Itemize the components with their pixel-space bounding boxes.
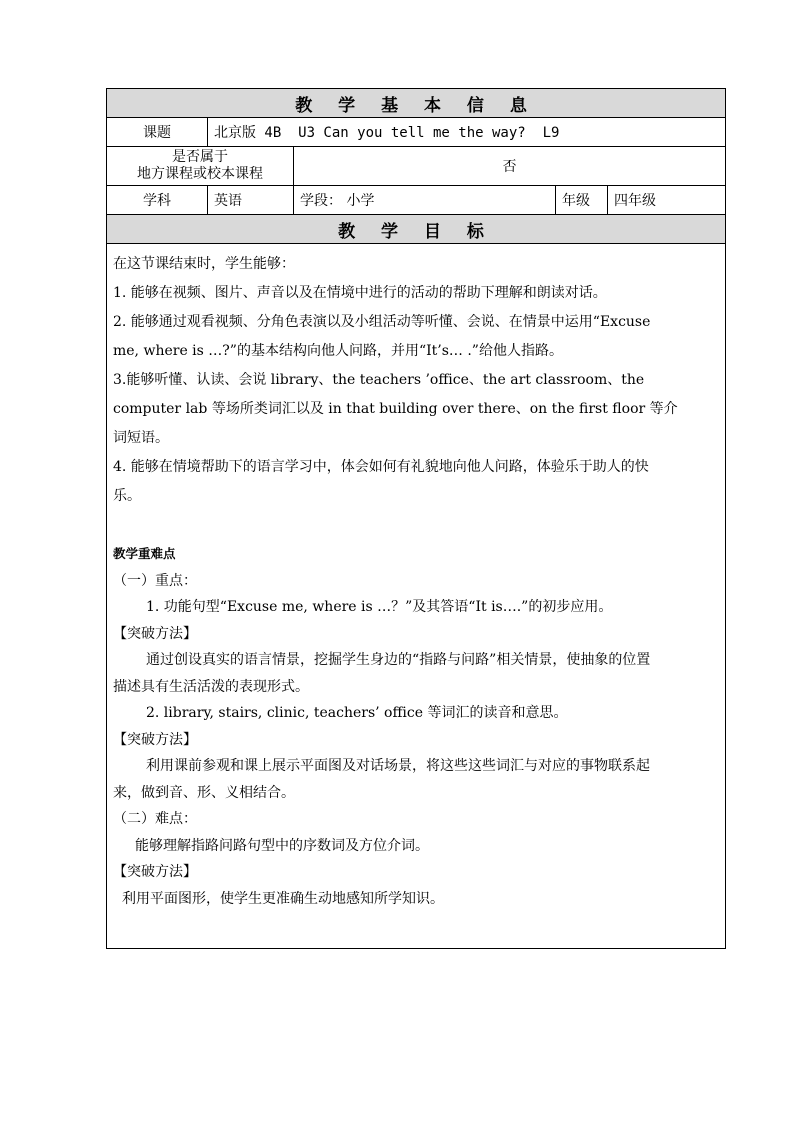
method-heading-3: 【突破方法】: [113, 864, 197, 880]
method-2-line2: 来，做到音、形、义相结合。: [113, 784, 295, 801]
local-course-label: [107, 147, 294, 186]
method-heading-1: 【突破方法】: [113, 625, 197, 642]
local-course-value: 否: [294, 147, 726, 186]
difficulty-1: 能够理解指路问路句型中的序数词及方位介词。: [135, 837, 429, 854]
method-heading-2: 【突破方法】: [113, 731, 197, 748]
key-point-1: 1. 功能句型“Excuse me, where is …？”及其答语“It is….”的初步应用。: [146, 599, 613, 615]
goal-3-line3: 词短语。: [113, 430, 169, 446]
goal-3-line2: computer lab 等场所类词汇以及 in that building over there、on the first floor 等介: [113, 401, 678, 417]
method-3: 利用平面图形，使学生更准确生动地感知所学知识。: [122, 890, 444, 907]
key-point-2: 2. library, stairs, clinic, teachers’ office 等词汇的读音和意思。: [146, 705, 568, 721]
discipline-label: 学科: [107, 186, 208, 215]
key-heading: （一）重点：: [113, 572, 197, 589]
subject-value: 北京版 4B U3 Can you tell me the way? L9: [208, 118, 726, 147]
goal-3-line1: 3.能够听懂、认读、会说 library、the teachers ’office、the art classroom、the: [113, 372, 645, 388]
spacer: [113, 511, 719, 541]
goal-2-line2: me, where is …?”的基本结构向他人问路，并用“It’s… .”给他人指路。: [113, 343, 563, 359]
stage-value: 学段： 小学: [294, 186, 556, 215]
goal-4-line2: 乐。: [113, 488, 141, 504]
keypoints-heading: 教学重难点: [113, 546, 176, 561]
local-course-label-line1: 是否属于: [172, 149, 228, 165]
lesson-info-table: [106, 88, 726, 949]
content-cell: [107, 244, 726, 949]
goals-intro: 在这节课结束时，学生能够：: [113, 256, 295, 272]
method-1-line1: 通过创设真实的语言情景，挖掘学生身边的“指路与问路”相关情景，使抽象的位置: [146, 652, 651, 668]
grade-label: 年级: [556, 186, 608, 215]
method-1-line2: 描述具有生活活泼的表现形式。: [113, 678, 309, 695]
goals-heading: 教 学 目 标: [107, 215, 726, 244]
discipline-value: 英语: [208, 186, 294, 215]
grade-value: 四年级: [608, 186, 726, 215]
basic-info-heading: 教 学 基 本 信 息: [107, 89, 726, 118]
subject-label: 课题: [107, 118, 208, 147]
method-2-line1: 利用课前参观和课上展示平面图及对话场景，将这些这些词汇与对应的事物联系起: [146, 758, 650, 774]
goal-2-line1: 2. 能够通过观看视频、分角色表演以及小组活动等听懂、会说、在情景中运用“Excuse: [113, 314, 651, 330]
goal-4-line1: 4. 能够在情境帮助下的语言学习中，体会如何有礼貌地向他人问路，体验乐于助人的快: [113, 459, 649, 475]
goal-1: 1. 能够在视频、图片、声音以及在情境中进行的活动的帮助下理解和朗读对话。: [113, 285, 607, 301]
local-course-label-line2: 地方课程或校本课程: [137, 166, 263, 182]
difficulty-heading: （二）难点：: [113, 811, 197, 827]
